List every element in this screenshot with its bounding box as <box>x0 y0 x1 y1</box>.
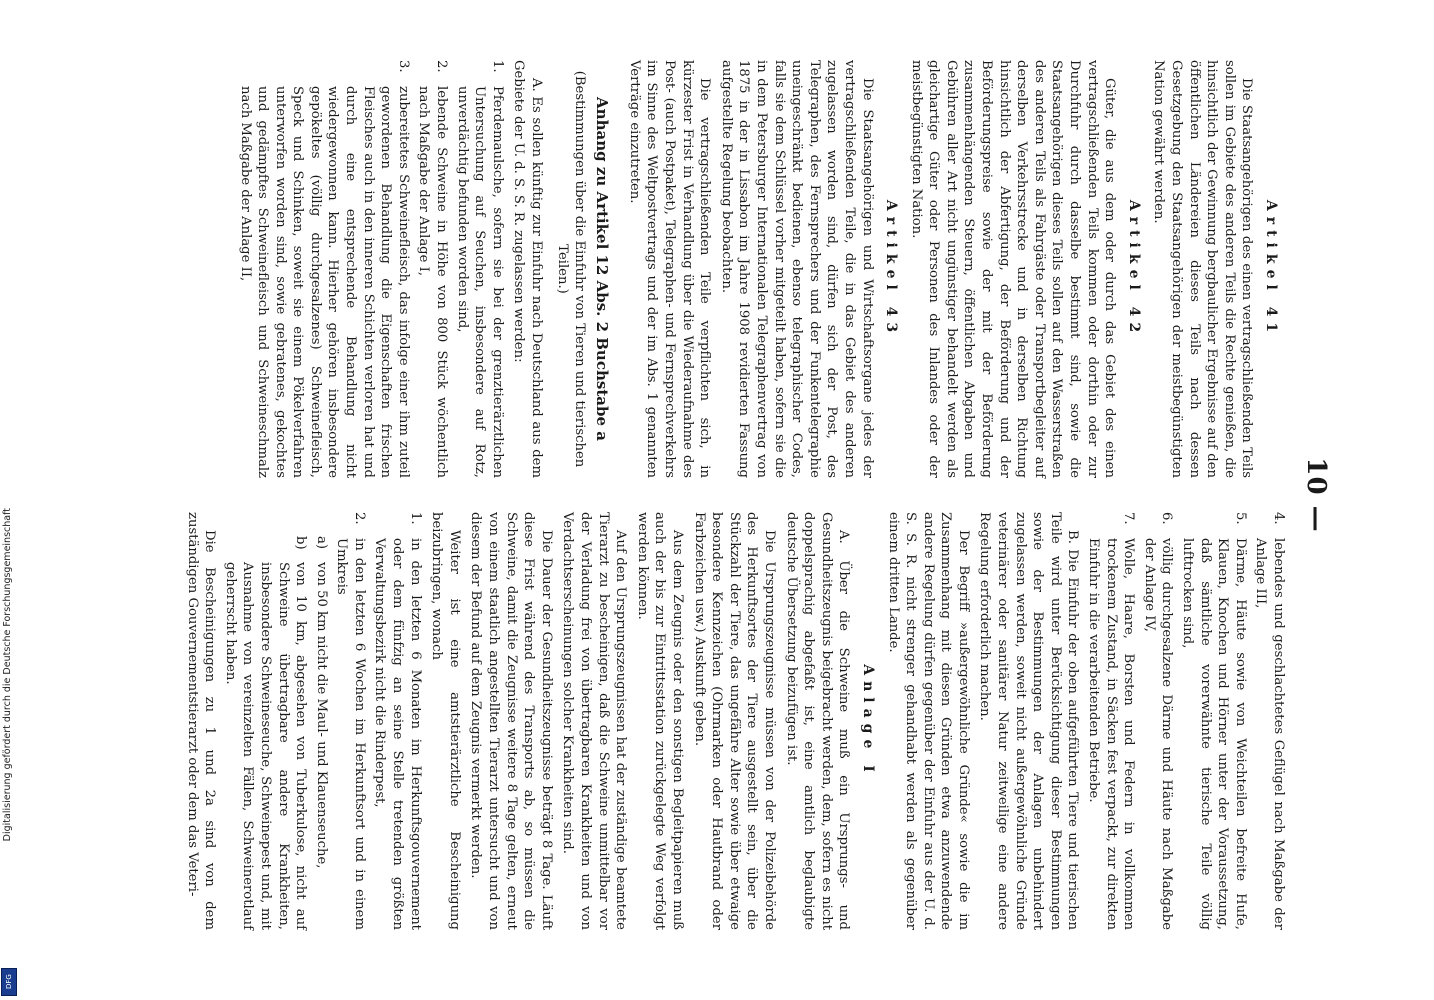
list-item <box>1084 512 1137 930</box>
list-item-text: lebende Schweine in Höhe von 800 Stück wöchentlich nach Maßgabe der Anlage I, <box>416 86 450 478</box>
page-number: 10 — <box>1301 457 1331 533</box>
section-b-paragraph: Der Begriff »außergewöhnliche Gründe« sowie die im Zusammenhang mit diesen Gründen etwa anzuwendende andere Regelung dürfen gegenüber der Einfuhr aus der U. d. S. S. R. nicht strenger gehandhabt werden als gegenüber einem dritten Lande. <box>885 512 971 930</box>
list-item <box>453 60 506 478</box>
anlage-paragraph: Auf den Ursprungszeugnissen hat der zuständige beamtete Tierarzt zu bescheinigen, daß die Schweine unmittelbar vor der Verladung frei von übertragbaren Krankheiten und von Verdachtserscheinungen solcher Krankheiten sind. <box>560 512 629 930</box>
article-42-text: Güter, die aus dem oder durch das Gebiet des einen vertragschließenden Teils kommen oder dorthin oder zur Durchfuhr durch dasselbe bestimmt sind, sowie die Staatsangehörigen dieses Teils sollen auf den Wasserstraßen des anderen Teils als Fahrgäste oder Transportbegleiter auf derselben Verkehrsstrecke und in derselben Richtung hinsichtlich der Abfertigung, der Beförderung und der Beförderungspreise sowie der mit der Beförderung zusammenhängenden Steuern, öffentlichen Abgaben und Gebühren aller Art nicht ungünstiger behandelt werden als gleichartige Güter oder Personen des Inlandes oder der meistbegünstigten Nation. <box>908 60 1118 478</box>
dfg-logo-icon: DFG <box>1 968 17 996</box>
annex-subtitle: (Bestimmungen über die Einfuhr von Tieren und tierischen Teilen.) <box>554 70 588 468</box>
list-item-number: b) <box>293 536 309 550</box>
list-item <box>1178 512 1248 930</box>
list-item-number: 5. <box>1232 512 1248 525</box>
article-43-paragraph: Die vertragschließenden Teile verpflichten sich, in kürzester Frist in Verhandlung über die Wiederaufnahme des Post- (auch Postpaket), Telegraphen- und Fernsprechverkehrs im Sinne des Weltpostvertrags und der im Abs. 1 genannten Verträge einzutreten. <box>626 60 713 478</box>
list-item-text: Därme, Häute sowie von Weichteilen befreite Hufe, Klauen, Knochen und Hörner unter der Voraussetzung, daß sämtliche vorerwähnte tierische Teile völlig lufttrocken sind, <box>1180 538 1248 930</box>
closing-paragraph: Die Bescheinigungen zu 1 und 2a sind von dem zuständigen Gouvernementstierarzt oder dem das Veteri- <box>184 512 218 930</box>
article-41-text: Die Staatsangehörigen des einen vertragschließenden Teils sollen im Gebiete des anderen Teils die Rechte genießen, die hinsichtlich der Gewinnung bergbaulicher Ergebnisse auf den öffentlichen Ländereien dieses Teils nach dessen Gesetzgebung den Staatsangehörigen der meistbegünstigten Nation gewährt werden. <box>1151 60 1255 478</box>
list-item <box>371 512 424 930</box>
list-item <box>221 536 309 930</box>
anlage-paragraph: Weiter ist eine amtstierärztliche Bescheinigung beizubringen, wonach <box>429 512 462 930</box>
list-item-number: 4. <box>1271 512 1286 525</box>
right-column <box>179 512 1287 930</box>
list-item-text: von 10 km, abgesehen von Tuberkulose, nicht auf Schweine übertragbare andere Krankheiten, insbesondere Schweineseuche, Schweinepest und, mit Ausnahme von vereinzelten Fällen, Schweinerotlauf geherrscht haben. <box>222 562 309 930</box>
list-item-text: lebendes und geschlachtetes Geflügel nach Maßgabe der Anlage III, <box>1253 538 1286 930</box>
list-item-number: a) <box>313 536 329 550</box>
list-item-text: in den letzten 6 Wochen im Herkunftsort und in einem Umkreis <box>334 538 367 930</box>
digitization-credit: Digitalisierung gefördert durch die Deutsche Forschungsgemeinschaft <box>2 508 13 842</box>
anlage-1-heading: Anlage I <box>859 664 876 778</box>
list-item-number: 3. <box>395 60 411 73</box>
list-item <box>1140 512 1175 930</box>
article-43-paragraph: Die Staatsangehörigen und Wirtschaftsorgane jedes der vertragschließenden Teile, die in das Gebiet des anderen zugelassen worden sind, dürfen sich der Post, des Telegraphen, des Fernsprechers und der Funkentelegraphie uneingeschränkt bedienen, ebenso telegraphischer Codes, falls sie dem Schlüssel vorher mitgeteilt haben, sofern sie die in dem Petersburger Internationalen Telegraphenvertrag von 1875 in der in Lissabon im Jahre 1908 revidierten Fassung aufgestellte Regelung beobachten. <box>718 60 875 478</box>
article-43-heading: Artikel 43 <box>883 199 900 339</box>
list-item <box>333 512 368 930</box>
anlage-paragraph: A. Über die Schweine muß ein Ursprungs- und Gesundheitszeugnis beigebracht werden, dem, sofern es nicht doppelsprachig abgefaßt ist, eine amtlich beglaubigte deutsche Übersetzung beizufügen ist. <box>783 512 852 930</box>
list-item-number: 7. <box>1121 512 1137 525</box>
scanned-page <box>67 0 1367 1000</box>
article-41-heading: Artikel 41 <box>1263 199 1279 339</box>
list-item-text: zubereitetes Schweinefleisch, das infolge einer ihm zuteil gewordenen Behandlung die Eigenschaften frischen Fleisches auch in den inneren Schichten verloren hat und durch eine entsprechende Behandlung nicht wiedergewonnen kann. Hierher gehören insbesondere gepökeltes (völlig durchgesalzenes) Schweinefleisch, Speck und Schinken, soweit sie einem Pökelverfahren unterworfen worden sind, sowie gebratenes, gekochtes und gedämpftes Schweinefleisch und Schweineschmalz nach Maßgabe der Anlage II, <box>237 86 411 478</box>
annex-title: Anhang zu Artikel 12 Abs. 2 Buchstabe a <box>593 97 612 441</box>
list-item-number: 1. <box>489 60 505 73</box>
list-item-number: 6. <box>1159 512 1175 525</box>
list-item-text: in den letzten 6 Monaten im Herkunftsgouvernement oder dem fünfzig an seine Stelle tretenden größten Verwaltungsbezirk nicht die Rinderpest, <box>372 538 423 930</box>
annex-intro: A. Es sollen künftig zur Einfuhr nach Deutschland aus dem Gebiete der U. d. S. S. R. zugelassen werden: <box>511 60 545 478</box>
list-item-text: Pferdemaulsche, sofern sie bei der grenztierärztlichen Untersuchung auf Seuchen, insbesondere auf Rotz, unverdächtig befunden worden sind, <box>454 86 505 478</box>
list-item <box>415 60 450 478</box>
list-item <box>312 536 330 930</box>
left-column <box>179 60 1287 478</box>
anlage-paragraph: Aus dem Zeugnis oder den sonstigen Begleitpapieren muß auch der bis zur Eintrittsstation zurückgelegte Weg verfolgt werden können. <box>634 512 685 930</box>
list-item-number: 2. <box>351 512 367 525</box>
list-item-number: 1. <box>407 512 423 525</box>
list-item-text: Wolle, Haare, Borsten und Federn in vollkommen trockenem Zustand, in Säcken fest verpackt, zur direkten Einfuhr in die verarbeitenden Betriebe. <box>1086 538 1137 930</box>
list-item-number: 2. <box>434 60 450 73</box>
list-item <box>1252 512 1287 930</box>
article-42-heading: Artikel 42 <box>1125 199 1142 339</box>
section-b-paragraph: B. Die Einfuhr der oben aufgeführten Tiere und tierischen Teile wird unter Berücksichtigung dieser Bestimmungen sowie der Bestimmungen der Anlagen unbehindert zugelassen werden, soweit nicht außergewöhnliche Gründe veterinärer oder sanitärer Natur zeitweilige eine andere Regelung erforderlich machen. <box>977 512 1081 930</box>
list-item-text: völlig durchgesalzene Därme und Häute nach Maßgabe der Anlage IV, <box>1141 538 1175 930</box>
list-item-text: von 50 km nicht die Maul- und Klauenseuche, <box>313 562 329 869</box>
list-item <box>236 60 412 478</box>
anlage-paragraph: Die Dauer der Gesundheitszeugnisse beträgt 8 Tage. Läuft diese Frist während des Transports ab, so müssen die Schweine, damit die Zeugnisse weitere 8 Tage gelten, erneut von einem staatlich angestellten Tierarzt untersucht und von diesem der Befund auf dem Zeugnis vermerkt werden. <box>468 512 554 930</box>
anlage-paragraph: Die Ursprungszeugnisse müssen von der Polizeibehörde des Herkunftsortes der Tiere ausgestellt sein, über die Stückzahl der Tiere, das ungefähre Alter sowie über etwaige besondere Kennzeichen (Ohrmarken oder Hautbrand oder Farbzeichen usw.) Auskunft geben. <box>691 512 777 930</box>
